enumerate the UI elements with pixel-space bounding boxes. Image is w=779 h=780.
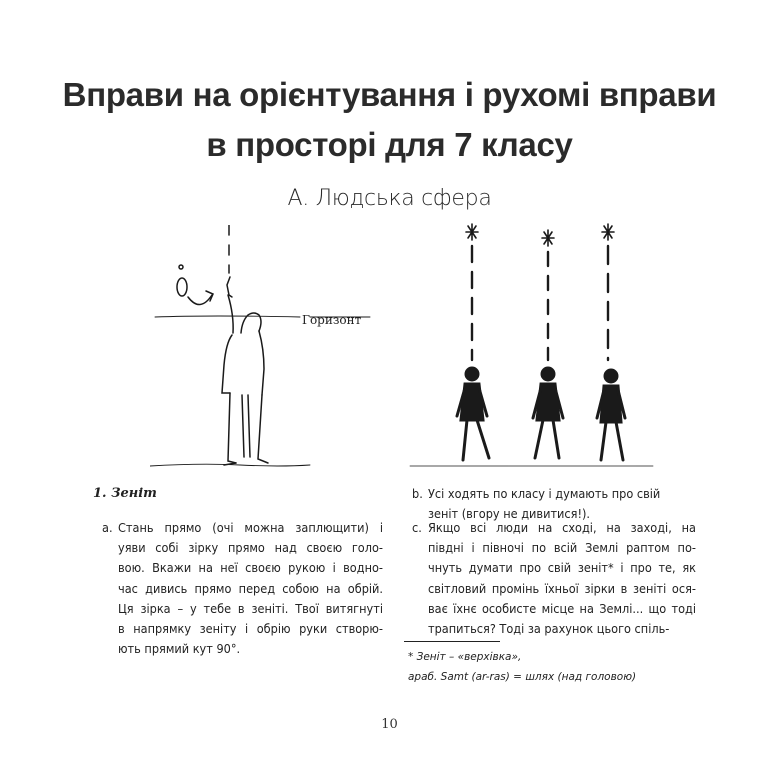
item-c-line-1: Якщо всі люди на сході, на заході, на (428, 520, 696, 535)
item-b-line-1: Усі ходять по класу і думають про свій (428, 486, 661, 501)
page-title (40, 70, 739, 170)
footnote-line-2: араб. Samt (ar-ras) = шлях (над головою) (408, 671, 637, 683)
item-a-line-5: Ця зірка – у тебе в зеніті. Твої витягнуті (118, 600, 383, 616)
zenith-illustration-left (150, 225, 390, 475)
item-marker: b. (412, 486, 423, 501)
subsection-heading: 1. Зеніт (93, 486, 157, 501)
item-c-line-4: світловий промінь їхньої зірки в зеніті ося- (428, 580, 696, 596)
item-marker: a. (102, 520, 113, 535)
item-a-line-7: ють прямий кут 90°. (118, 641, 241, 657)
item-c-line-2: півдні і півночі по всій Землі раптом по- (428, 540, 696, 556)
item-a-line-2: уяви собі зірку прямо над своєю голо- (118, 540, 383, 556)
footnote (408, 647, 636, 687)
item-marker: c. (412, 520, 422, 535)
title-line-2: в просторі для 7 класу (206, 126, 573, 163)
item-a-line-3: вою. Вкажи на неї своєю рукою і водно- (118, 560, 383, 576)
section-heading: А. Людська сфера (287, 186, 492, 211)
page-number: 10 (381, 717, 398, 732)
walking-figures-illustration (405, 220, 655, 468)
item-b-line-2: зеніт (вгору не дивитися!). (428, 506, 591, 522)
horizon-label: Горизонт (302, 313, 362, 327)
footnote-divider (404, 641, 500, 642)
list-item-c (412, 518, 696, 639)
item-c-line-3: чнуть думати про свій зеніт* і про те, як (428, 560, 696, 576)
item-c-line-5: ває їхнє особисте місце на Землі... що тоді (428, 600, 696, 616)
item-c-line-6: трапиться? Тоді за рахунок цього спіль- (428, 621, 670, 637)
title-line-1: Вправи на орієнтування і рухомі вправи (62, 76, 717, 113)
item-a-line-6: в напрямку зеніту і обрію руки створю- (118, 621, 383, 637)
item-a-line-4: час дивись прямо перед собою на обрій. (118, 580, 383, 596)
item-a-line-1: Стань прямо (очі можна заплющити) і (118, 520, 383, 535)
list-item-a (102, 518, 383, 659)
footnote-line-1: * Зеніт – «верхівка», (408, 651, 522, 663)
